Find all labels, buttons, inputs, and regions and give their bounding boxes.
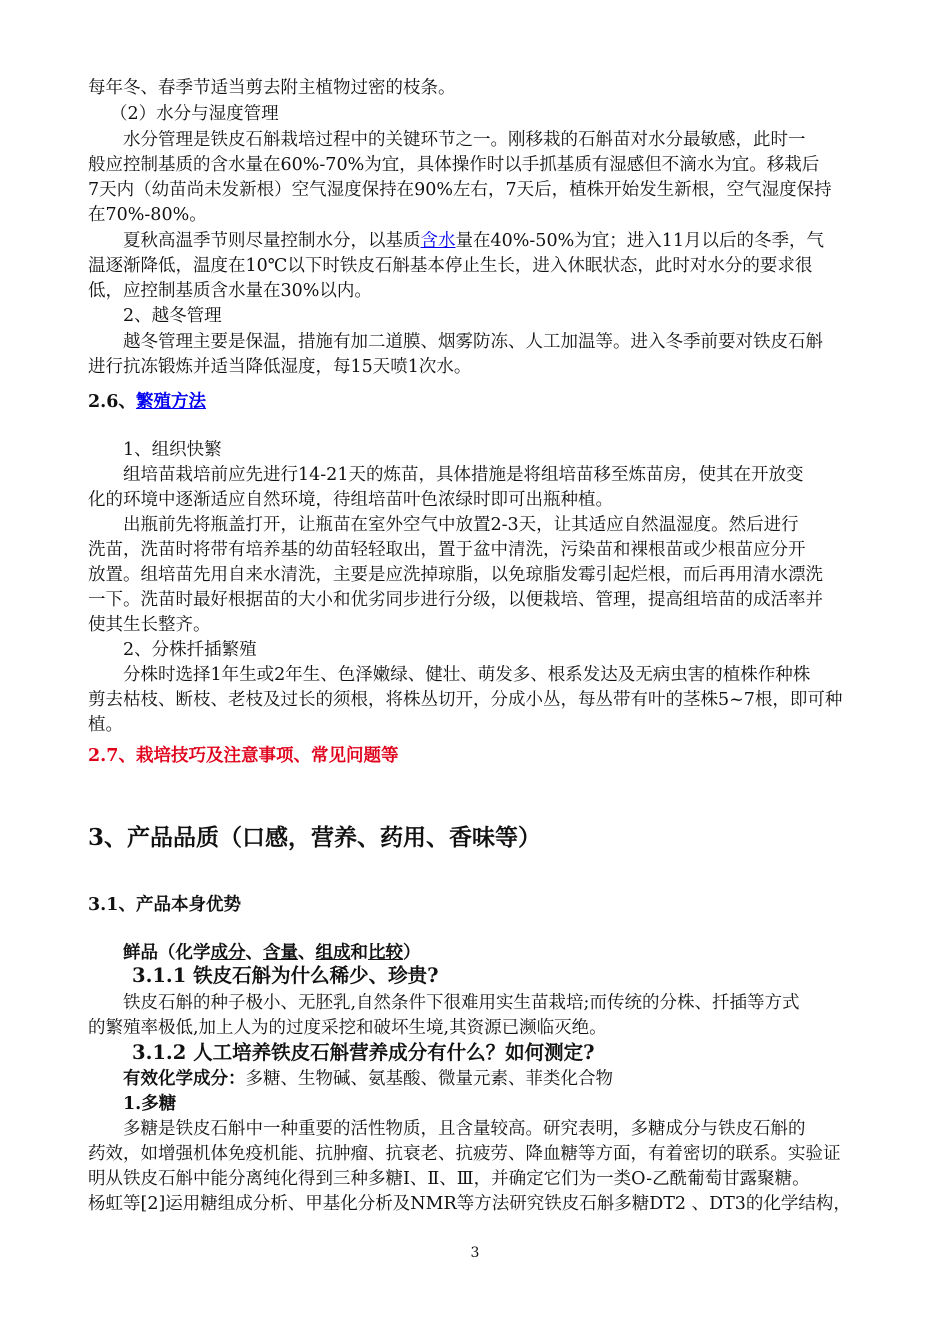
paragraph-line: 化的环境中逐渐适应自然环境，待组培苗叶色浓绿时即可出瓶种植。 [88, 490, 613, 510]
subheading-water-humidity: （2）水分与湿度管理 [110, 104, 279, 124]
heading-3-1-1: 3.1.1 铁皮石斛为什么稀少、珍贵? [132, 964, 439, 987]
paragraph-line: 多糖是铁皮石斛中一种重要的活性物质，且含量较高。研究表明，多糖成分与铁皮石斛的 [123, 1119, 806, 1139]
paragraph-line: 分株时选择1年生或2年生、色泽嫩绿、健壮、萌发多、根系发达及无病虫害的植株作种株 [123, 665, 811, 685]
paragraph-line: 剪去枯枝、断枝、老枝及过长的须根，将株丛切开，分成小丛，每丛带有叶的茎株5~7根，即可种 [88, 690, 843, 710]
text-run: 、 [298, 943, 316, 963]
paragraph-line: 的繁殖率极低,加上人为的过度采挖和破坏生境,其资源已濒临灭绝。 [88, 1018, 607, 1038]
paragraph-line: 药效，如增强机体免疫机能、抗肿瘤、抗衰老、抗疲劳、降血糖等方面，有着密切的联系。实验证 [88, 1144, 841, 1164]
paragraph-line: 温逐渐降低，温度在10℃以下时铁皮石斛基本停止生长，进入休眠状态，此时对水分的要求很 [88, 256, 813, 276]
term-composition: 组成 [315, 943, 351, 963]
paragraph-line: 低，应控制基质含水量在30%以内。 [88, 281, 372, 301]
chapter-heading-3: 3、产品品质（口感，营养、药用、香味等） [88, 824, 542, 851]
text-run: 多糖、生物碱、氨基酸、微量元素、菲类化合物 [245, 1069, 613, 1089]
subheading-division-cutting: 2、分株扦插繁殖 [123, 640, 257, 660]
paragraph-line: 出瓶前先将瓶盖打开，让瓶苗在室外空气中放置2-3天，让其适应自然温湿度。然后进行 [123, 515, 799, 535]
subheading-tissue-culture: 1、组织快繁 [123, 440, 222, 460]
section-number: 2.6、 [88, 392, 136, 412]
paragraph-line: 明从铁皮石斛中能分离纯化得到三种多糖Ⅰ、Ⅱ、Ⅲ，并确定它们为一类O-乙酰葡萄甘露聚糖。 [88, 1169, 810, 1189]
paragraph-line: 杨虹等[2]运用糖组成分析、甲基化分析及NMR等方法研究铁皮石斛多糖DT2 、DT3的化学结构， [88, 1194, 851, 1214]
paragraph-line: 每年冬、春季节适当剪去附主植物过密的枝条。 [88, 78, 456, 98]
paragraph-line: 7天内（幼苗尚未发新根）空气湿度保持在90%左右，7天后，植株开始发生新根，空气湿度保持 [88, 180, 832, 200]
text-run: ） [403, 943, 421, 963]
term-content: 含量 [263, 943, 298, 963]
paragraph-line: 进行抗冻锻炼并适当降低湿度，每15天喷1次水。 [88, 357, 472, 377]
paragraph-line: 铁皮石斛的种子极小、无胚乳,自然条件下很难用实生苗栽培;而传统的分株、扦插等方式 [123, 993, 800, 1013]
paragraph-line: 水分管理是铁皮石斛栽培过程中的关键环节之一。刚移栽的石斛苗对水分最敏感，此时一 [123, 130, 806, 150]
paragraph-line: 在70%-80%。 [88, 205, 207, 225]
text-run: 夏秋高温季节则尽量控制水分，以基质 [123, 231, 421, 251]
paragraph-line: 使其生长整齐。 [88, 615, 211, 635]
text-run: 和 [350, 943, 368, 963]
heading-3-1-2: 3.1.2 人工培养铁皮石斛营养成分有什么？如何测定? [132, 1041, 595, 1064]
paragraph-line: 组培苗栽培前应先进行14-21天的炼苗，具体措施是将组培苗移至炼苗房，使其在开放变 [123, 465, 804, 485]
paragraph-line: 植。 [88, 715, 123, 735]
term-ingredients: 成分 [210, 943, 246, 963]
paragraph-line [123, 229, 824, 253]
subheading-overwintering: 2、越冬管理 [123, 306, 222, 326]
paragraph-line: 一下。洗苗时最好根据苗的大小和优劣同步进行分级，以便栽培、管理，提高组培苗的成活率并 [88, 590, 823, 610]
text-run: 、 [245, 943, 263, 963]
text-run: 量在40%-50%为宜；进入11月以后的冬季，气 [455, 231, 824, 251]
paragraph-line: 放置。组培苗先用自来水清洗，主要是应洗掉琼脂，以免琼脂发霉引起烂根，而后再用清水漂洗 [88, 565, 823, 585]
subheading-polysaccharides: 1.多糖 [123, 1094, 177, 1114]
paragraph-line: 般应控制基质的含水量在60%-70%为宜，具体操作时以手抓基质有湿感但不滴水为宜。移栽后 [88, 155, 820, 175]
term-comparison: 比较 [368, 943, 403, 963]
paragraph-line: 洗苗，洗苗时将带有培养基的幼苗轻轻取出，置于盆中清洗，污染苗和裸根苗或少根苗应分开 [88, 540, 806, 560]
link-water-content[interactable]: 含水 [420, 231, 456, 251]
paragraph-line: 越冬管理主要是保温，措施有加二道膜、烟雾防冻、人工加温等。进入冬季前要对铁皮石斛 [123, 332, 823, 352]
link-propagation-methods[interactable]: 繁殖方法 [135, 392, 206, 412]
section-heading-2-7: 2.7、栽培技巧及注意事项、常见问题等 [88, 746, 399, 766]
section-heading-2-6 [88, 390, 206, 414]
text-run: 鲜品（化学 [123, 943, 211, 963]
section-heading-3-1: 3.1、产品本身优势 [88, 895, 241, 915]
page-number: 3 [470, 1245, 480, 1261]
label-active-components: 有效化学成分： [123, 1069, 246, 1089]
paragraph-line [123, 1067, 613, 1091]
